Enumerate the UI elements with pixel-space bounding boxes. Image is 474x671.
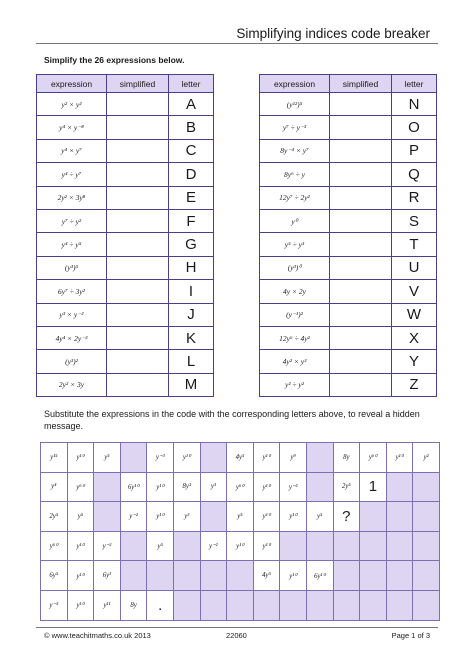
code-cell: y⁻³ [147,443,174,473]
code-cell: y⁻² [280,472,307,502]
code-cell [333,561,360,591]
instructions-text: Substitute the expressions in the code with the corresponding letters above, to reveal a hidden message. [44,409,420,431]
simplified-answer-cell[interactable] [107,116,169,139]
expression-cell: y⁴ × y⁷ [37,139,107,162]
code-cell: y⁶⁰ [41,531,68,561]
simplified-answer-cell[interactable] [107,326,169,349]
code-row [41,531,440,561]
code-cell [147,561,174,591]
code-grid [40,442,440,621]
code-cell [227,561,254,591]
letter-cell: L [169,350,214,373]
letter-cell: K [169,326,214,349]
letter-cell: A [169,93,214,116]
page-title: Simplifying indices code breaker [236,26,430,41]
letter-cell: F [169,209,214,232]
code-cell [386,590,413,620]
expression-cell: (y³)⁰ [260,256,330,279]
table-row [37,326,214,349]
code-cell [94,502,121,532]
simplified-answer-cell[interactable] [107,93,169,116]
code-cell: y¹⁰ [67,561,94,591]
expressions-table-left [36,74,214,397]
simplified-answer-cell[interactable] [330,326,392,349]
expression-cell: (y³)² [37,350,107,373]
code-cell: y¹⁰ [67,590,94,620]
table-row [37,256,214,279]
code-cell [173,590,200,620]
table-row [260,139,437,162]
code-cell: y⁻² [200,531,227,561]
simplified-answer-cell[interactable] [107,350,169,373]
letter-cell: Q [392,163,437,186]
expression-cell: y² × y² [37,93,107,116]
code-cell [200,561,227,591]
code-cell: 6y¹⁰ [306,561,333,591]
table-row [260,350,437,373]
table-row [37,93,214,116]
header-simplified: simplified [107,75,169,93]
expression-cell: 6y⁷ ÷ 3y² [37,280,107,303]
code-cell: y¹⁰ [280,561,307,591]
simplified-answer-cell[interactable] [330,209,392,232]
table-row [260,209,437,232]
code-cell [360,561,387,591]
expression-cell: 2y² × 3y [37,373,107,396]
code-cell [120,561,147,591]
table-row [37,116,214,139]
simplified-answer-cell[interactable] [330,233,392,256]
code-cell: y⁵ [94,443,121,473]
table-header-row [37,75,214,93]
expression-cell: y² ÷ y² [260,373,330,396]
code-cell [413,531,440,561]
code-row [41,590,440,620]
code-cell: 6y¹⁰ [120,472,147,502]
expression-cell: y⁴ ÷ y⁷ [37,163,107,186]
table-row [260,233,437,256]
code-cell [413,502,440,532]
table-row [260,163,437,186]
letter-cell: Y [392,350,437,373]
expression-cell: 12y⁶ ÷ 4y² [260,326,330,349]
table-row [260,373,437,396]
code-cell: 8y [333,443,360,473]
letter-cell: V [392,280,437,303]
code-cell [280,531,307,561]
code-cell [120,443,147,473]
simplified-answer-cell[interactable] [330,186,392,209]
code-cell: y¹⁰ [253,443,280,473]
code-cell [200,590,227,620]
expression-cell: (y⁻¹)² [260,303,330,326]
simplified-answer-cell[interactable] [330,116,392,139]
header-expression: expression [37,75,107,93]
code-cell [386,472,413,502]
code-cell [386,502,413,532]
letter-cell: M [169,373,214,396]
code-cell: 8y [120,590,147,620]
code-cell [386,531,413,561]
expression-cell: (y³)⁵ [37,256,107,279]
expression-cell: 4y⁴ × 2y⁻³ [37,326,107,349]
expression-cell: 2y² × 3y⁸ [37,186,107,209]
header-letter: letter [392,75,437,93]
code-cell [360,590,387,620]
simplified-answer-cell[interactable] [330,163,392,186]
expression-cell: 8y⁻⁴ × y⁷ [260,139,330,162]
table-row [37,233,214,256]
code-cell: y¹¹ [94,590,121,620]
table-row [260,93,437,116]
code-cell: y⁻³ [41,590,68,620]
table-row [37,209,214,232]
code-cell: 4y⁵ [253,561,280,591]
code-cell: y¹⁰ [253,531,280,561]
header-simplified: simplified [330,75,392,93]
code-row [41,502,440,532]
code-cell: y⁶⁰ [227,472,254,502]
expression-cell: y⁵ ÷ y³ [260,233,330,256]
expression-cell: 4y × 2y [260,280,330,303]
simplified-answer-cell[interactable] [107,303,169,326]
code-cell [413,472,440,502]
table-row [37,350,214,373]
table-row [260,280,437,303]
table-row [260,186,437,209]
table-row [37,303,214,326]
table-row [37,139,214,162]
code-cell [360,531,387,561]
expression-cell: y⁷ ÷ y⁻³ [260,116,330,139]
code-cell: y¹⁰ [173,443,200,473]
code-cell [306,443,333,473]
expression-cell: y⁴ × y⁻⁸ [37,116,107,139]
letter-cell: I [169,280,214,303]
simplified-answer-cell[interactable] [107,280,169,303]
header-expression: expression [260,75,330,93]
letter-cell: T [392,233,437,256]
table-row [37,163,214,186]
simplified-answer-cell[interactable] [330,139,392,162]
code-cell: 6y³ [94,561,121,591]
expression-cell: 12y⁷ ÷ 2y² [260,186,330,209]
letter-cell: D [169,163,214,186]
simplified-answer-cell[interactable] [107,256,169,279]
code-cell: y¹⁰ [280,502,307,532]
code-row [41,561,440,591]
letter-cell: C [169,139,214,162]
simplified-answer-cell[interactable] [107,233,169,256]
simplified-answer-cell[interactable] [107,163,169,186]
expression-cell: 8y⁶ ÷ y [260,163,330,186]
code-cell: ? [333,502,360,532]
code-cell [386,561,413,591]
code-cell [306,531,333,561]
code-cell: 6y⁵ [41,561,68,591]
code-cell: y¹⁰ [67,443,94,473]
header-letter: letter [169,75,214,93]
code-cell: y¹⁰ [253,472,280,502]
code-cell [306,472,333,502]
code-cell: y¹⁰ [147,472,174,502]
letter-cell: S [392,209,437,232]
expressions-table-right [259,74,437,397]
letter-cell: X [392,326,437,349]
simplified-answer-cell[interactable] [330,303,392,326]
simplified-answer-cell[interactable] [330,280,392,303]
code-cell [253,590,280,620]
header-rule [36,43,438,44]
code-cell [360,502,387,532]
table-row [260,116,437,139]
code-cell: y⁵ [306,502,333,532]
letter-cell: N [392,93,437,116]
code-cell: y¹⁰ [253,502,280,532]
letter-cell: R [392,186,437,209]
code-cell: y⁶⁰ [67,472,94,502]
code-cell: y² [413,443,440,473]
code-cell [333,531,360,561]
code-cell: 8y³ [173,472,200,502]
code-cell: 1 [360,472,387,502]
intro-text: Simplify the 26 expressions below. [44,55,185,65]
letter-cell: E [169,186,214,209]
code-cell: y⁴ [41,472,68,502]
code-cell: y¹⁰ [227,531,254,561]
table-row [37,186,214,209]
letter-cell: Z [392,373,437,396]
table-row [260,326,437,349]
code-cell: y¹⁵ [41,443,68,473]
table-header-row [260,75,437,93]
code-cell [120,531,147,561]
code-cell: y¹⁰ [147,502,174,532]
code-cell: y⁶⁰ [360,443,387,473]
table-row [37,373,214,396]
code-row [41,443,440,473]
code-cell: y⁻² [120,502,147,532]
code-cell: y⁻² [94,531,121,561]
expression-cell: y⁷ ÷ y² [37,209,107,232]
simplified-answer-cell[interactable] [330,373,392,396]
letter-cell: U [392,256,437,279]
code-cell: 2y⁵ [41,502,68,532]
code-cell: y⁵ [147,531,174,561]
simplified-answer-cell[interactable] [107,209,169,232]
letter-cell: J [169,303,214,326]
code-cell [200,502,227,532]
letter-cell: B [169,116,214,139]
code-cell: 4y⁵ [227,443,254,473]
letter-cell: P [392,139,437,162]
code-cell: . [147,590,174,620]
simplified-answer-cell[interactable] [330,350,392,373]
code-row [41,472,440,502]
table-row [260,303,437,326]
simplified-answer-cell[interactable] [330,256,392,279]
expression-cell: y⁴ ÷ y⁵ [37,233,107,256]
code-cell [200,443,227,473]
expression-cell: (y¹²)⁵ [260,93,330,116]
footer-rule [36,627,438,628]
letter-cell: W [392,303,437,326]
code-cell: y³ [200,472,227,502]
table-row [260,256,437,279]
letter-cell: H [169,256,214,279]
simplified-answer-cell[interactable] [107,186,169,209]
expression-cell: 4y² × y³ [260,350,330,373]
code-cell: y¹⁰ [386,443,413,473]
code-cell: y³ [173,502,200,532]
code-cell [227,590,254,620]
footer-page-number: Page 1 of 3 [391,631,430,640]
code-cell: y⁵ [67,502,94,532]
code-cell [173,561,200,591]
simplified-answer-cell[interactable] [330,93,392,116]
code-cell [306,590,333,620]
code-cell: 2y⁵ [333,472,360,502]
expression-cell: y⁰ [260,209,330,232]
letter-cell: O [392,116,437,139]
code-cell: y¹⁰ [67,531,94,561]
footer-code: 22060 [226,631,247,640]
table-row [37,280,214,303]
footer-copyright: © www.teachitmaths.co.uk 2013 [44,631,151,640]
code-cell [413,561,440,591]
code-cell [173,531,200,561]
code-cell [333,590,360,620]
simplified-answer-cell[interactable] [107,139,169,162]
code-cell [94,472,121,502]
code-cell [280,590,307,620]
code-cell: y⁵ [227,502,254,532]
simplified-answer-cell[interactable] [107,373,169,396]
expression-cell: y³ × y⁻² [37,303,107,326]
code-cell: y⁹ [280,443,307,473]
code-cell [413,590,440,620]
letter-cell: G [169,233,214,256]
